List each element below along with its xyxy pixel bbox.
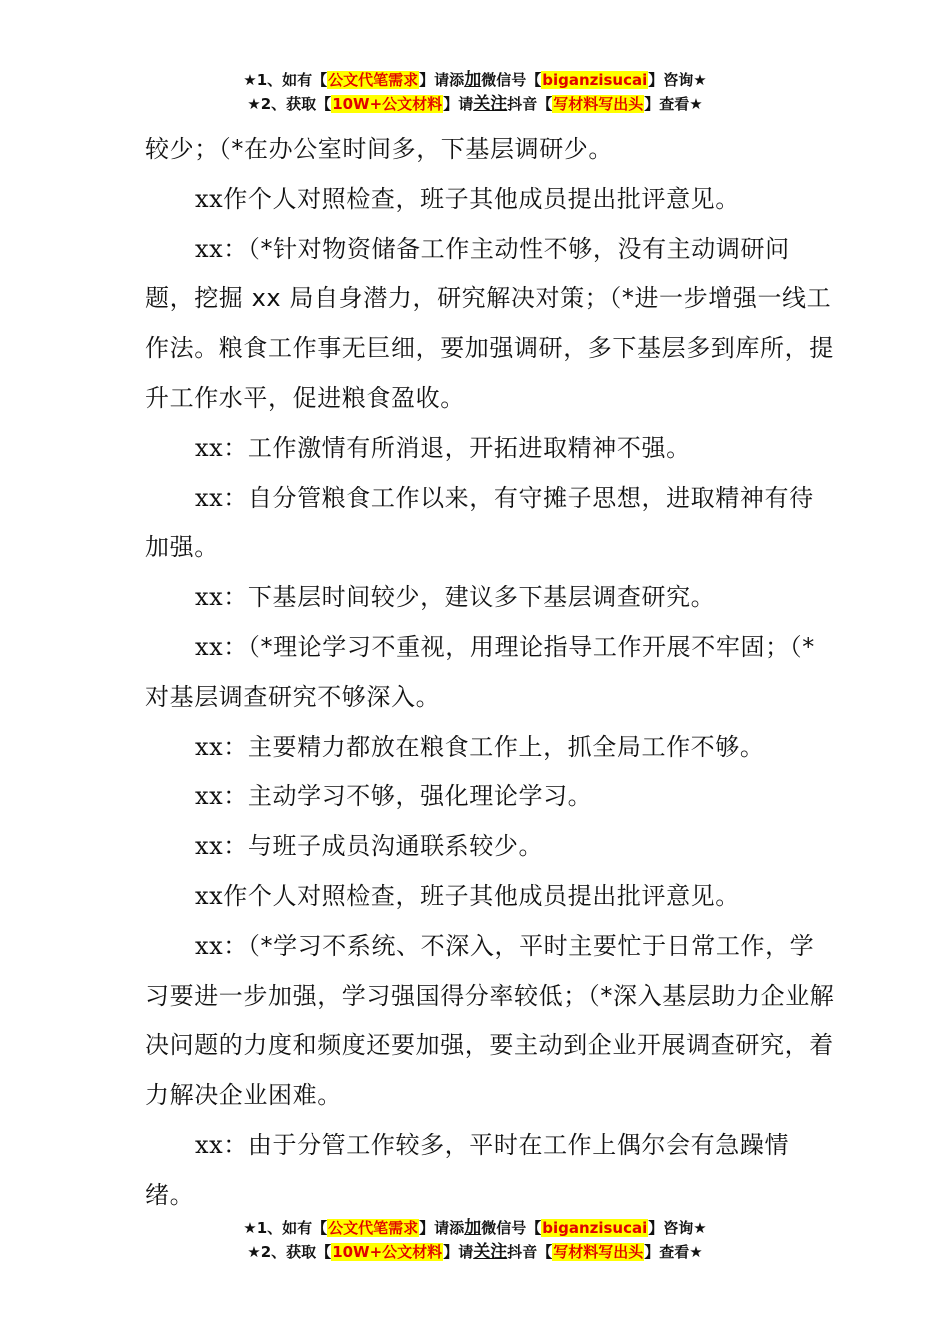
banner-text: 】咨询★ <box>648 71 707 89</box>
banner-highlight: 公文代笔需求 <box>328 71 419 89</box>
banner-underlined: 关注 <box>473 1242 508 1262</box>
banner-text: ★2、获取【 <box>247 95 332 113</box>
footer-banner <box>0 1216 950 1264</box>
header-banner <box>0 68 950 116</box>
paragraph-text: ：（*针对物资储备工作主动性不够，没有主动调研问题，挖掘 xx 局自身潜力，研究解决对策；（*进一步增强一线工作法。粮食工作事无巨细，要加强调研，多下基层多到库所，提升工作水平，促进粮食盈收。 <box>145 234 834 412</box>
banner-text: 抖音【 <box>507 95 553 113</box>
paragraph <box>145 872 835 922</box>
person-name: xx <box>195 881 224 910</box>
paragraph-text: 较少；（*在办公室时间多，下基层调研少。 <box>145 135 613 163</box>
banner-underlined: 关注 <box>473 94 508 114</box>
paragraph <box>145 1121 835 1221</box>
paragraph <box>145 175 835 225</box>
banner-highlight: 写材料写出头 <box>553 1243 644 1261</box>
paragraph <box>145 623 835 723</box>
person-name: xx <box>195 931 224 960</box>
document-body <box>145 125 835 1221</box>
banner-text: ★1、如有【 <box>243 1219 328 1237</box>
banner-highlight: biganzisucai <box>542 1219 648 1237</box>
banner-text: 】咨询★ <box>648 1219 707 1237</box>
person-name: xx <box>195 782 224 811</box>
paragraph <box>145 125 835 175</box>
banner-highlight: 10W+公文材料 <box>332 95 443 113</box>
paragraph-text: ：工作激情有所消退，开拓进取精神不强。 <box>223 433 691 462</box>
banner-text: ★2、获取【 <box>247 1243 332 1261</box>
paragraph <box>145 922 835 1121</box>
person-name: xx <box>195 234 224 263</box>
person-name: xx <box>195 632 224 661</box>
banner-text: ★1、如有【 <box>243 71 328 89</box>
paragraph-text: 作个人对照检查，班子其他成员提出批评意见。 <box>223 881 740 910</box>
paragraph-text: ：（*学习不系统、不深入，平时主要忙于日常工作，学习要进一步加强，学习强国得分率较低；（*深入基层助力企业解决问题的力度和频度还要加强，要主动到企业开展调查研究，着力解决企业困难。 <box>145 931 835 1110</box>
paragraph <box>145 573 835 623</box>
banner-underlined: 加 <box>464 70 482 90</box>
paragraph-text: 作个人对照检查，班子其他成员提出批评意见。 <box>223 184 740 213</box>
paragraph-text: ：自分管粮食工作以来，有守摊子思想，进取精神有待加强。 <box>145 483 814 562</box>
banner-highlight: 公文代笔需求 <box>328 1219 419 1237</box>
paragraph <box>145 424 835 474</box>
person-name: xx <box>195 732 224 761</box>
banner-underlined: 加 <box>464 1218 482 1238</box>
banner-text: 】请添 <box>419 71 465 89</box>
banner-text: 抖音【 <box>507 1243 553 1261</box>
banner-text: 】查看★ <box>644 1243 703 1261</box>
banner-highlight: 10W+公文材料 <box>332 1243 443 1261</box>
person-name: xx <box>195 184 224 213</box>
banner-text: 微信号【 <box>481 71 542 89</box>
paragraph-text: ：主要精力都放在粮食工作上，抓全局工作不够。 <box>223 732 765 761</box>
paragraph-text: ：（*理论学习不重视，用理论指导工作开展不牢固；（*对基层调查研究不够深入。 <box>145 632 815 711</box>
banner-text: 微信号【 <box>481 1219 542 1237</box>
person-name: xx <box>195 433 224 462</box>
banner-text: 】查看★ <box>644 95 703 113</box>
person-name: xx <box>195 583 224 612</box>
paragraph <box>145 723 835 773</box>
banner-line-1 <box>0 1216 950 1240</box>
banner-text: 】请 <box>443 95 474 113</box>
paragraph-text: ：主动学习不够，强化理论学习。 <box>223 782 593 811</box>
banner-line-2 <box>0 92 950 116</box>
banner-line-2 <box>0 1240 950 1264</box>
banner-text: 】请添 <box>419 1219 465 1237</box>
banner-text: 】请 <box>443 1243 474 1261</box>
person-name: xx <box>195 832 224 861</box>
paragraph <box>145 822 835 872</box>
person-name: xx <box>195 1130 224 1159</box>
paragraph <box>145 474 835 574</box>
banner-highlight: 写材料写出头 <box>553 95 644 113</box>
paragraph-text: ：由于分管工作较多，平时在工作上偶尔会有急躁情绪。 <box>145 1130 790 1209</box>
person-name: xx <box>195 483 224 512</box>
paragraph-text: ：下基层时间较少，建议多下基层调查研究。 <box>223 583 716 612</box>
paragraph <box>145 772 835 822</box>
paragraph-text: ：与班子成员沟通联系较少。 <box>223 832 544 861</box>
paragraph <box>145 225 835 424</box>
banner-line-1 <box>0 68 950 92</box>
banner-highlight: biganzisucai <box>542 71 648 89</box>
